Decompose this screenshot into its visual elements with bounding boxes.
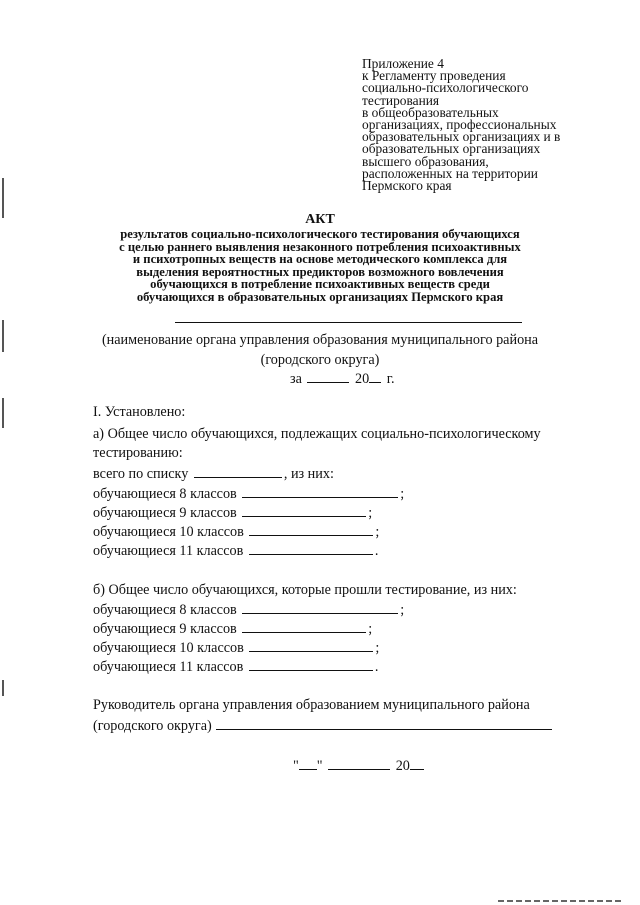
appendix-line: Пермского края	[362, 178, 452, 194]
subtitle-line: и психотропных веществ на основе методического комплекса для	[132, 252, 508, 267]
a-row	[93, 542, 378, 560]
signature-subtitle: (городского округа)	[93, 718, 212, 734]
total-row	[93, 465, 334, 483]
subtitle-line: обучающихся в потребление психоактивных веществ среди	[150, 277, 490, 292]
signature-title: Руководитель органа управления образованием муниципального района	[93, 697, 530, 713]
period-year: 20	[355, 371, 370, 387]
row-end: ;	[400, 486, 405, 502]
appendix-header	[362, 58, 602, 192]
scan-edge-mark	[2, 680, 4, 696]
row-label: обучающиеся 8 классов	[93, 602, 237, 618]
row-label: обучающиеся 9 классов	[93, 621, 237, 637]
period-line	[290, 370, 395, 388]
row-label: обучающиеся 9 классов	[93, 505, 237, 521]
org-caption	[0, 330, 640, 370]
row-blank[interactable]	[249, 542, 373, 555]
row-label: обучающиеся 10 классов	[93, 524, 244, 540]
row-end: .	[374, 543, 379, 559]
appendix-line: социально-психологического	[362, 80, 529, 96]
subtitle-line: обучающихся в образовательных организациях Пермского края	[136, 289, 504, 304]
section-a-line: а) Общее число обучающихся, подлежащих социально-психологическому	[93, 426, 541, 442]
section-b-line: б) Общее число обучающихся, которые прошли тестирование, из них:	[93, 582, 517, 598]
row-blank[interactable]	[249, 523, 373, 536]
section-a-line: тестированию:	[93, 445, 183, 461]
appendix-line: образовательных организациях	[362, 141, 541, 157]
row-blank[interactable]	[242, 504, 366, 517]
subtitle-line: результатов социально-психологического тестирования обучающихся	[120, 227, 520, 241]
period-date-blank[interactable]	[307, 370, 349, 383]
row-blank[interactable]	[242, 620, 366, 633]
row-label: обучающиеся 10 классов	[93, 640, 244, 656]
period-year-blank[interactable]	[369, 370, 381, 383]
a-row	[93, 523, 379, 541]
b-row	[93, 658, 378, 676]
date-month-blank[interactable]	[328, 757, 390, 770]
b-row	[93, 639, 379, 657]
signature-blank[interactable]	[216, 717, 552, 730]
row-end: ;	[368, 505, 373, 521]
appendix-line: в общеобразовательных	[362, 104, 499, 120]
row-end: ;	[368, 621, 373, 637]
date-line	[293, 757, 426, 775]
row-blank[interactable]	[242, 601, 398, 614]
appendix-line: расположенных на территории	[362, 165, 538, 181]
date-close-quote: "	[316, 758, 323, 774]
date-open-quote: "	[293, 758, 299, 774]
row-blank[interactable]	[242, 485, 398, 498]
appendix-line: к Регламенту проведения	[362, 68, 506, 84]
document-subtitle	[0, 228, 640, 304]
total-blank[interactable]	[194, 465, 282, 478]
total-label: всего по списку	[93, 466, 189, 482]
scan-edge-mark	[2, 398, 4, 428]
signature-row	[93, 717, 552, 735]
org-name-blank[interactable]	[175, 322, 522, 323]
row-end: ;	[375, 640, 380, 656]
row-blank[interactable]	[249, 658, 373, 671]
row-end: ;	[375, 524, 380, 540]
date-year-blank[interactable]	[410, 757, 424, 770]
row-label: обучающиеся 11 классов	[93, 543, 244, 559]
appendix-line: тестирования	[362, 92, 440, 108]
row-label: обучающиеся 11 классов	[93, 659, 244, 675]
row-end: ;	[400, 602, 405, 618]
row-label: обучающиеся 8 классов	[93, 486, 237, 502]
section-heading: I. Установлено:	[93, 404, 186, 420]
a-row	[93, 504, 372, 522]
scan-edge-mark	[2, 178, 4, 218]
a-row	[93, 485, 404, 503]
subtitle-line: выделения вероятностных предикторов возможного вовлечения	[136, 264, 504, 279]
scan-footer-mark	[498, 900, 624, 902]
subtitle-line: с целью раннего выявления незаконного потребления психоактивных	[119, 239, 521, 254]
total-suffix: , из них:	[283, 466, 334, 482]
appendix-line: организациях, профессиональных	[362, 117, 557, 133]
period-prefix: за	[290, 371, 302, 387]
appendix-line: Приложение 4	[362, 56, 444, 71]
document-title: АКТ	[305, 212, 335, 227]
b-row	[93, 620, 372, 638]
org-caption-line: (городского округа)	[260, 352, 380, 368]
org-caption-line: (наименование органа управления образования муниципального района	[101, 332, 539, 348]
row-end: .	[374, 659, 379, 675]
appendix-line: образовательных организациях и в	[362, 129, 561, 145]
row-blank[interactable]	[249, 639, 373, 652]
date-year: 20	[395, 758, 410, 774]
period-suffix: г.	[386, 371, 395, 387]
b-row	[93, 601, 404, 619]
appendix-line: высшего образования,	[362, 153, 489, 169]
date-day-blank[interactable]	[299, 757, 317, 770]
